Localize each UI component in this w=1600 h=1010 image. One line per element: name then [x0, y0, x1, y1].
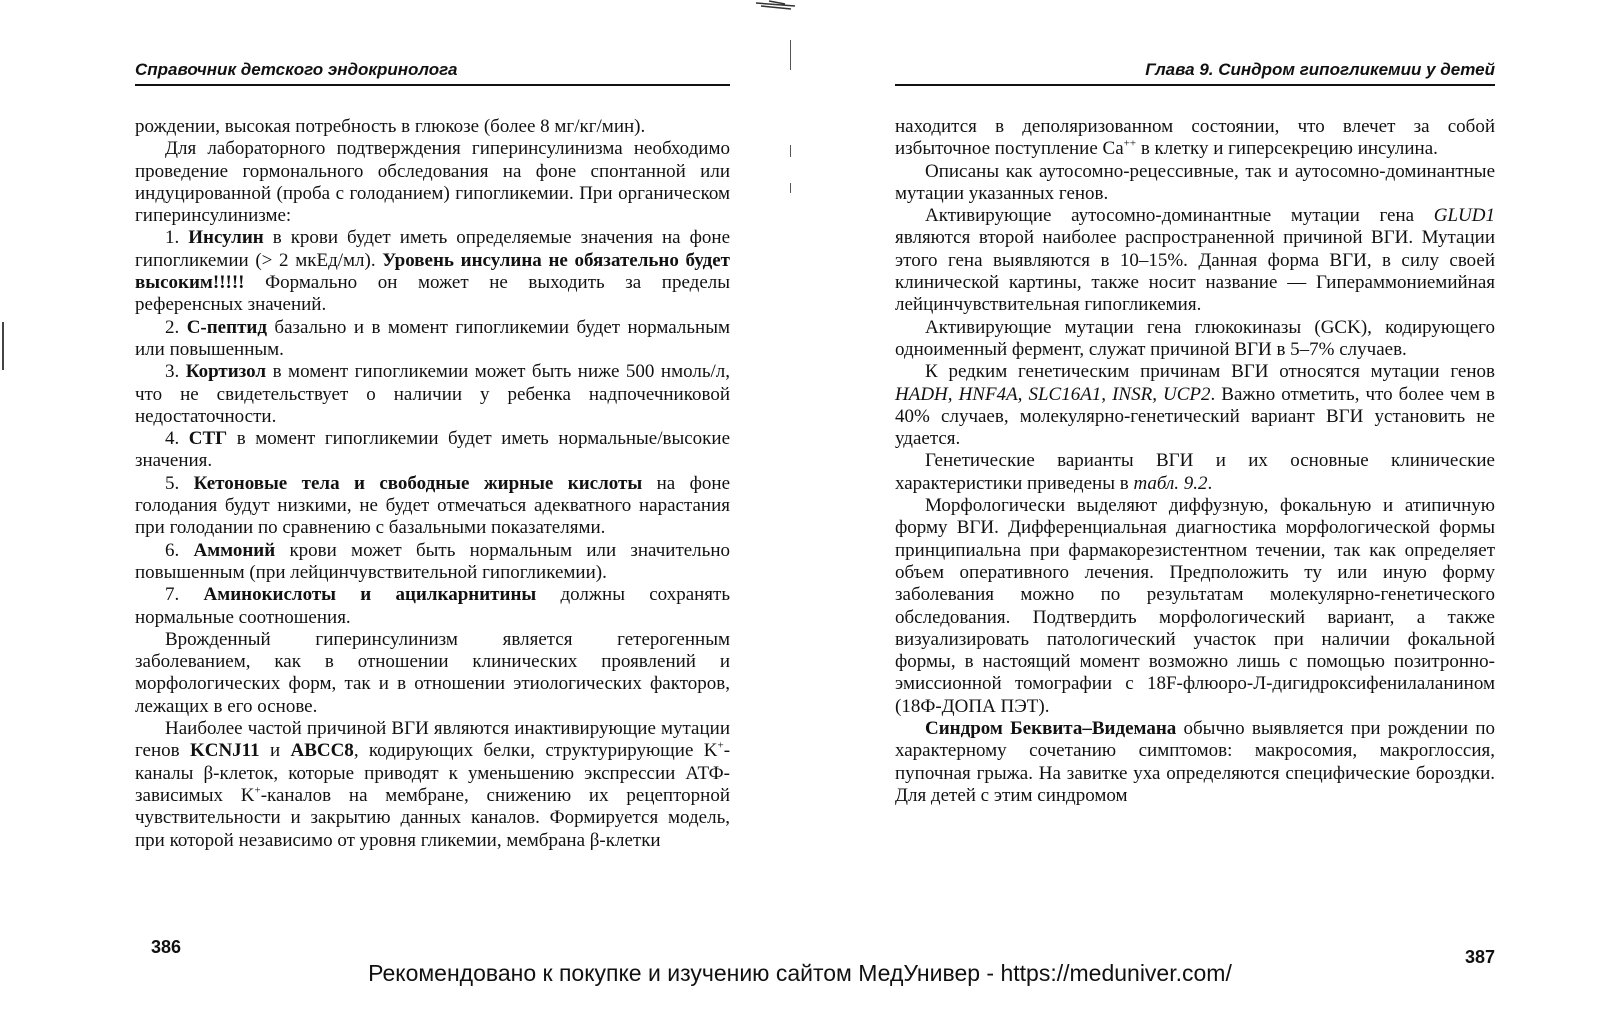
left-page	[135, 0, 730, 1010]
list-item	[135, 428, 730, 473]
text-run: Активирующие аутосомно-доминантные мутации гена	[925, 205, 1434, 227]
text-run: в клетку и гиперсекрецию инсулина.	[1136, 138, 1438, 160]
list-term: СТГ	[188, 428, 228, 450]
paragraph	[895, 361, 1495, 450]
paragraph: Морфологически выделяют диффузную, фокальную и атипичную форму ВГИ. Дифференциальная диагностика морфологической формы принципиальна при фармакорезистентном течении, так как определяет объем оперативного лечения. Предположить ту или иную форму заболевания можно по результатам молекулярно-генетического обследования. Подтвердить морфологический вариант, а также визуализировать патологический участок при наличии фокальной формы, в настоящий момент возможно лишь с помощью позитронно-эмиссионной томографии с 18F-флюоро-Л-дигидроксифенилаланином (18Ф-ДОПА ПЭТ).	[895, 495, 1495, 717]
left-page-body	[135, 116, 730, 852]
paragraph	[895, 205, 1495, 316]
list-text: Формально он может не выходить за пределы референсных значений.	[135, 272, 730, 316]
emphasis-text: Уровень инсулина не обязательно будет высоким!!!!!	[135, 249, 730, 294]
list-number: 3.	[165, 361, 180, 383]
text-run: Наиболее частой причиной ВГИ являются инактивирующие мутации генов	[135, 718, 730, 762]
running-header: Глава 9. Синдром гипогликемии у детей	[895, 60, 1495, 86]
list-term: С-пептид	[186, 316, 267, 338]
text-run: -каналы β-клеток, которые приводят к уменьшению экспрессии АТФ-зависимых K	[135, 740, 731, 806]
superscript: ++	[1123, 137, 1137, 150]
list-text: в момент гипогликемии может быть ниже 500 нмоль/л, что не свидетельствует о наличии у ребенка надпочечниковой недостаточности.	[135, 361, 730, 427]
paragraph	[895, 116, 1495, 161]
spine-line	[790, 145, 791, 157]
table-reference: табл. 9.2	[1133, 472, 1208, 494]
watermark-text: Рекомендовано к покупке и изучению сайтом МедУнивер - https://meduniver.com/	[368, 960, 1232, 986]
list-text: на фоне голодания будут низкими, не будет отмечаться адекватного нарастания при голодании по сравнению с базальными показателями.	[135, 472, 731, 539]
text-run: . Важно отметить, что более чем в 40% случаев, молекулярно-генетический вариант ВГИ установить не удается.	[895, 383, 1495, 450]
page-number: 387	[1464, 947, 1495, 967]
list-number: 4.	[165, 428, 180, 450]
list-item	[135, 584, 730, 629]
right-page-body	[895, 116, 1495, 807]
list-text: должны сохранять нормальные соотношения.	[135, 584, 731, 628]
list-item	[135, 540, 730, 585]
text-run: являются второй наиболее распространенной причиной ВГИ. Мутации этого гена выявляются в 10–15%. Данная форма ВГИ, в силу своей клинической картины, также носит название — Гипераммониемийная лейцинчувствительная гипогликемия.	[895, 227, 1495, 316]
spine-line	[790, 40, 791, 70]
paragraph: рождении, высокая потребность в глюкозе (более 8 мг/кг/мин).	[135, 116, 646, 137]
list-item	[135, 361, 730, 428]
list-number: 6.	[165, 539, 180, 561]
list-item	[135, 227, 730, 316]
list-text: в момент гипогликемии будет иметь нормальные/высокие значения.	[135, 428, 731, 472]
paragraph: Описаны как аутосомно-рецессивные, так и аутосомно-доминантные мутации указанных генов.	[895, 160, 1495, 204]
list-text: крови может быть нормальным или значительно повышенным (при лейцинчувствительной гипогликемии).	[135, 539, 730, 583]
list-term: Кетоновые тела и свободные жирные кислоты	[193, 472, 643, 494]
paragraph	[895, 450, 1495, 495]
list-number: 5.	[165, 472, 180, 494]
list-text: в крови будет иметь определяемые значения на фоне гипогликемии (> 2 мкЕд/мл).	[135, 227, 731, 271]
scan-artifact-line	[2, 322, 4, 370]
paragraph: Активирующие мутации гена глюкокиназы (GCK), кодирующего одноименный фермент, служат причиной ВГИ в 5–7% случаев.	[895, 316, 1495, 360]
superscript: +	[717, 739, 724, 752]
paragraph	[135, 718, 730, 852]
syndrome-term: Синдром Беквита–Видемана	[925, 718, 1177, 740]
list-item	[135, 473, 730, 540]
paragraph: Врожденный гиперинсулинизм является гетерогенным заболеванием, как в отношении клинических проявлений и морфологических форм, так и в отношении этиологических факторов, лежащих в его основе.	[135, 628, 730, 717]
list-number: 2.	[165, 316, 180, 338]
gene-list: HADH, HNF4A, SLC16A1, INSR, UCP2	[895, 383, 1211, 405]
gene-name: GLUD1	[1433, 205, 1495, 227]
paragraph: Для лабораторного подтверждения гиперинсулинизма необходимо проведение гормонального обследования на фоне спонтанной или индуцированной (проба с голоданием) гипогликемии. При органическом гиперинсулинизме:	[135, 138, 730, 227]
list-text: базально и в момент гипогликемии будет нормальным или повышенным.	[135, 316, 730, 360]
list-number: 7.	[165, 584, 180, 606]
paragraph	[895, 718, 1495, 807]
gene-name: ABCC8	[290, 740, 354, 762]
list-item	[135, 317, 730, 362]
list-term: Инсулин	[188, 227, 264, 249]
superscript: +	[254, 784, 261, 797]
right-page	[895, 0, 1495, 1010]
binding-mark-graphic	[755, 0, 797, 12]
text-run: обычно выявляется при рождении по характерному сочетанию симптомов: макросомия, макроглоссия, пупочная грыжа. На завитке уха определяются специфические бороздки. Для детей с этим синдромом	[895, 718, 1495, 806]
list-term: Кортизол	[185, 361, 267, 383]
page-number: 386	[151, 937, 182, 957]
running-header: Справочник детского эндокринолога	[135, 60, 730, 86]
list-term: Аммоний	[193, 539, 276, 561]
list-number: 1.	[165, 227, 180, 249]
gene-name: KCNJ11	[189, 740, 260, 762]
text-run: -каналов на мембране, снижению их рецепторной чувствительности и закрытию данных каналов. Формируется модель, при которой независимо от уровня гликемии, мембрана β-клетки	[135, 784, 730, 851]
text-run: Генетические варианты ВГИ и их основные клинические характеристики приведены в	[895, 450, 1495, 494]
text-run: , кодирующих белки, структурирующие K	[353, 740, 718, 762]
text-run: и	[259, 740, 291, 762]
text-run: К редким генетическим причинам ВГИ относятся мутации генов	[925, 361, 1495, 383]
list-term: Аминокислоты и ацилкарнитины	[203, 584, 537, 606]
text-run: .	[1207, 472, 1213, 494]
text-run: находится в деполяризованном состоянии, что влечет за собой избыточное поступление Ca	[895, 116, 1495, 160]
spine-line	[790, 183, 791, 193]
